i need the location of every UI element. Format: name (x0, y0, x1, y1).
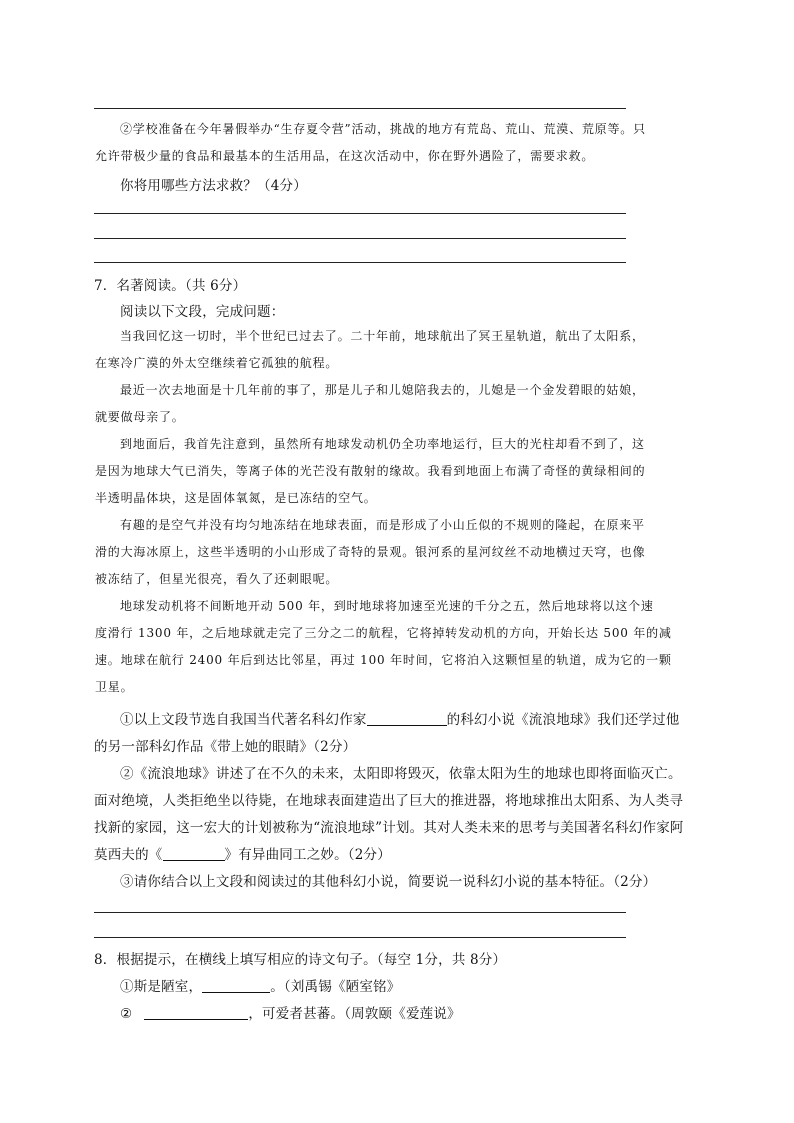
fill-blank-poem-1[interactable] (202, 979, 270, 993)
passage-line: 卫星。 (95, 680, 134, 694)
passage-line: 最近一次去地面是十几年前的事了，那是儿子和儿媳陪我去的，儿媳是一个金发碧眼的姑娘， (120, 383, 645, 397)
q8-item2-text-a: ② (120, 1006, 133, 1022)
passage-line: 就要做母亲了。 (95, 410, 185, 424)
q8-item1 (120, 975, 400, 995)
q7-sub3: ③请你结合以上文段和阅读过的其他科幻小说，简要说一说科幻小说的基本特征。（2分） (120, 874, 657, 890)
answer-line[interactable] (94, 937, 626, 938)
passage-line: 滑的大海冰原上，这些半透明的小山形成了奇特的景观。银河系的星河纹丝不动地横过天穹，也像 (95, 545, 646, 559)
passage-line: 有趣的是空气并没有均匀地冻结在地球表面，而是形成了小山丘似的不规则的隆起，在原来平 (120, 518, 645, 532)
passage-line: 到地面后，我首先注意到，虽然所有地球发动机仍全功率地运行，巨大的光柱却看不到了，这 (120, 437, 645, 451)
q7-sub1-line1 (120, 708, 680, 728)
q7-sub2-line4 (94, 843, 391, 863)
answer-line[interactable] (94, 912, 626, 913)
q6-question: 你将用哪些方法求救？（4分） (120, 178, 307, 194)
q7-sub2-line2: 面对绝境，人类拒绝坐以待毙，在地球表面建造出了巨大的推进器，将地球推出太阳系、为人类寻 (94, 793, 684, 809)
q7-sub2-line3: 找新的家园，这一宏大的计划被称为“流浪地球”计划。其对人类未来的思考与美国著名科幻作家阿 (94, 820, 684, 836)
passage-line: 被冻结了，但星光很亮，看久了还刺眼呢。 (95, 572, 339, 586)
passage-line: 速。地球在航行 2400 年后到达比邻星，再过 100 年时间，它将泊入这颗恒星的轨道，成为它的一颗 (95, 653, 672, 667)
q7-sub1-line2: 的另一部科幻作品《带上她的眼睛》（2分） (94, 739, 357, 755)
q6-item2-line1: ②学校准备在今年暑假举办“生存夏令营”活动，挑战的地方有荒岛、荒山、荒漠、荒原等。只 (120, 122, 646, 136)
q7-sub2-line1: ②《流浪地球》讲述了在不久的未来，太阳即将毁灭，依靠太阳为生的地球也即将面临灭亡。 (120, 766, 682, 782)
passage-line: 在寒冷广漠的外太空继续着它孤独的航程。 (95, 356, 339, 370)
answer-line[interactable] (94, 262, 626, 263)
passage-line: 当我回忆这一切时，半个世纪已过去了。二十年前，地球航出了冥王星轨道，航出了太阳系， (120, 329, 645, 343)
answer-line[interactable] (94, 213, 626, 214)
q8-item2 (120, 1002, 461, 1022)
passage-line: 半透明晶体块，这是固体氧氮，是已冻结的空气。 (95, 491, 377, 505)
q7-sub2-text-b: 》有异曲同工之妙。（2分） (224, 847, 391, 863)
q8-heading: 8．根据提示，在横线上填写相应的诗文句子。（每空 1分，共 8分） (94, 952, 507, 968)
q6-item2-line2: 允许带极少量的食品和最基本的生活用品，在这次活动中，你在野外遇险了，需要求救。 (95, 149, 595, 163)
passage-line: 是因为地球大气已消失，等离子体的光芒没有散射的缘故。我看到地面上布满了奇怪的黄绿相间的 (95, 464, 646, 478)
q7-intro: 阅读以下文段，完成问题： (120, 304, 285, 320)
q8-item1-text-a: ①斯是陋室， (120, 979, 203, 995)
fill-blank-book[interactable] (163, 847, 225, 861)
fill-blank-author[interactable] (367, 712, 447, 726)
q7-heading: 7．名著阅读。（共 6分） (94, 278, 247, 294)
fill-blank-poem-2[interactable] (144, 1006, 248, 1020)
passage-line: 地球发动机将不间断地开动 500 年，到时地球将加速至光速的千分之五，然后地球将以这个速 (120, 599, 654, 613)
answer-line[interactable] (94, 108, 626, 109)
q7-sub1-text-b: 的科幻小说《流浪地球》我们还学过他 (446, 712, 680, 728)
answer-line[interactable] (94, 238, 626, 239)
passage-line: 度滑行 1300 年，之后地球就走完了三分之二的航程，它将掉转发动机的方向，开始长达 500 年的减 (95, 626, 672, 640)
q7-sub1-text-a: ①以上文段节选自我国当代著名科幻作家 (120, 712, 367, 728)
q8-item1-text-b: 。（刘禹锡《陋室铭》 (270, 979, 401, 995)
q8-item2-text-b: ，可爱者甚蕃。（周敦颐《爱莲说》 (248, 1006, 461, 1022)
q7-sub2-text-a: 莫西夫的《 (94, 847, 163, 863)
